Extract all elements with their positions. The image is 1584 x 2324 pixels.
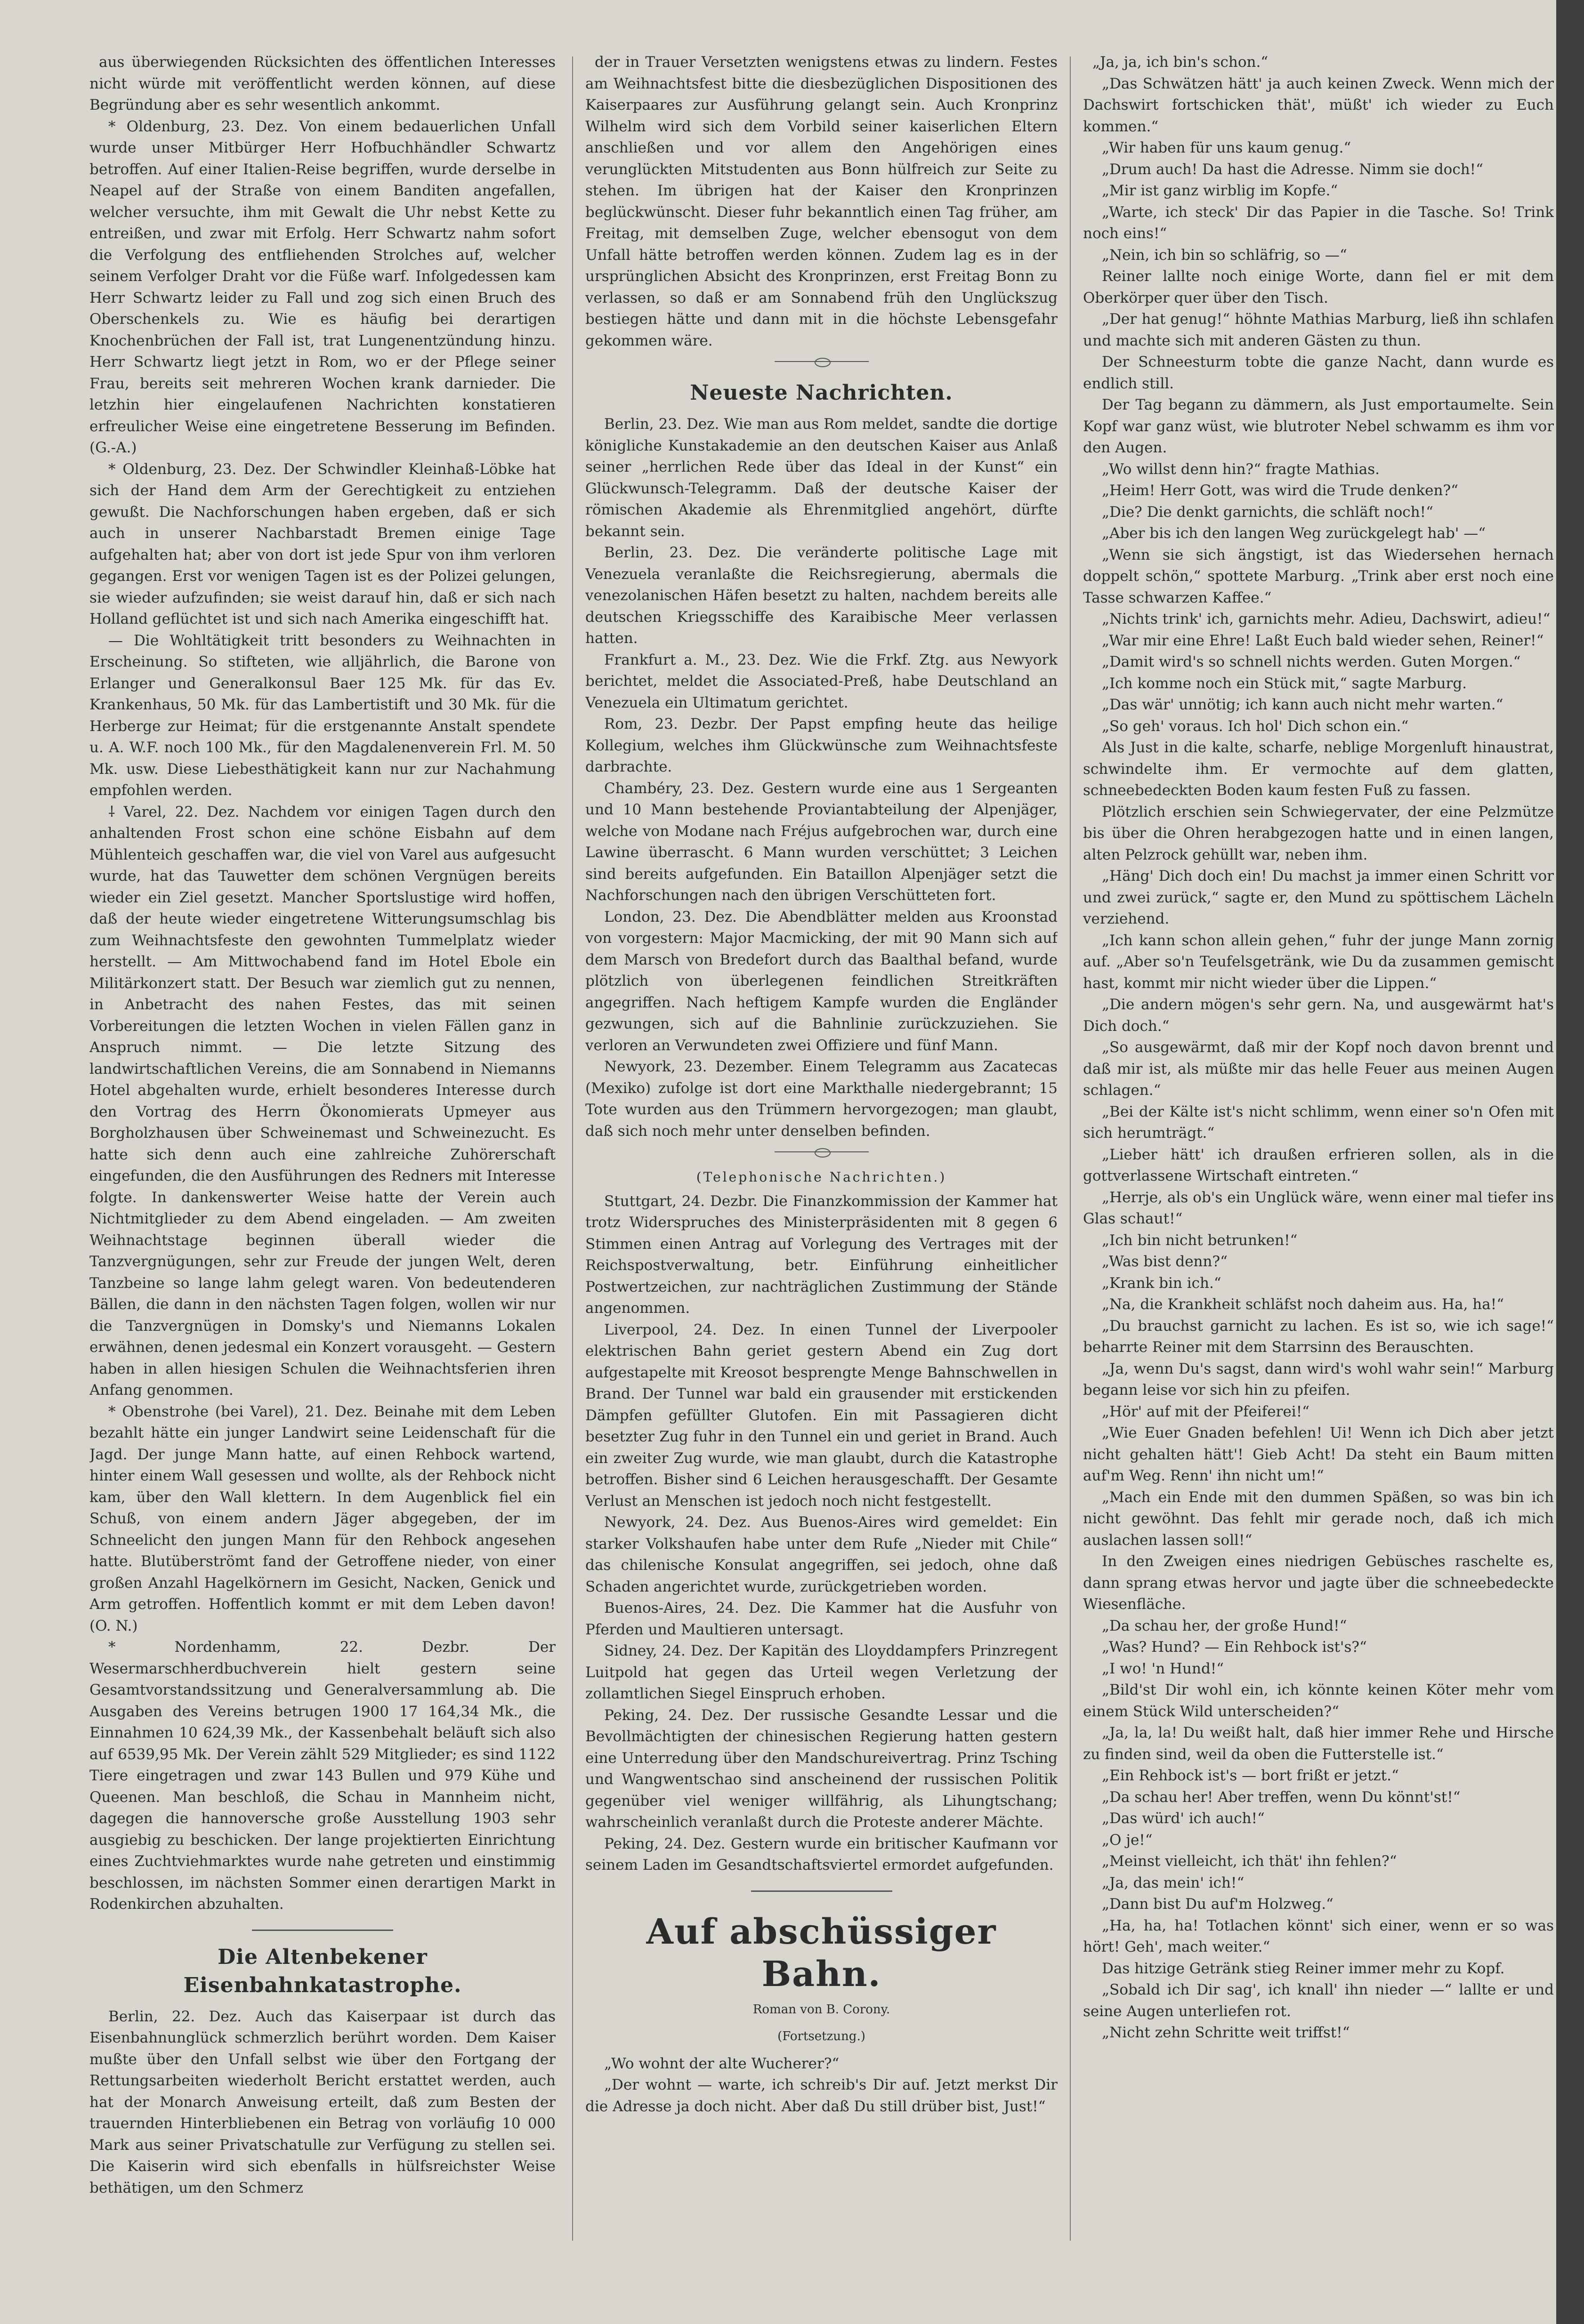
novel-paragraph: „Wir haben für uns kaum genug.“ <box>1102 139 1351 156</box>
novel-paragraph: „Wie Euer Gnaden befehlen! Ui! Wenn ich Dich aber jetzt nicht gehalten hätt'! Gieb Acht! Da steht ein Baum mitten auf'm Weg. Renn' ihn nicht um!“ <box>1083 1424 1554 1484</box>
novel-paragraph: „I wo! 'n Hund!“ <box>1102 1660 1224 1677</box>
novel-paragraph: Plötzlich erschien sein Schwiegervater, der eine Pelzmütze bis über die Ohren herabgezogen hatte und in einen langen, alten Pelzrock gehüllt war, neben ihm. <box>1083 803 1554 863</box>
novel-paragraph: „Hör' auf mit der Pfeiferei!“ <box>1102 1403 1310 1420</box>
novel-paragraph: „Ja, la, la! Du weißt halt, daß hier immer Rehe und Hirsche zu finden sind, weil da oben die Futterstelle ist.“ <box>1083 1724 1554 1763</box>
column-right <box>1083 52 1554 2264</box>
novel-title: Auf abschüssiger Bahn. <box>646 1911 997 1994</box>
news-item: Berlin, 23. Dez. Die veränderte politische Lage mit Venezuela veranlaßte die Reichsregierung, abermals die venezolanischen Häfen besetzt zu halten, nachdem bereits alle deutschen Kriegsschiffe des Karaibische Meer verlassen hatten. <box>585 544 1058 647</box>
novel-paragraph: „Bild'st Dir wohl ein, ich könnte keinen Köter mehr vom einem Stück Wild unterscheiden?“ <box>1083 1681 1554 1720</box>
novel-paragraph: „O je!“ <box>1102 1831 1153 1849</box>
news-item: Peking, 24. Dez. Gestern wurde ein britischer Kaufmann vor seinem Laden im Gesandtschaftsviertel ermordet aufgefunden. <box>585 1835 1058 1874</box>
novel-paragraph: „So geh' voraus. Ich hol' Dich schon ein.“ <box>1102 717 1409 735</box>
novel-paragraph: „Ja, das mein' ich!“ <box>1102 1874 1245 1891</box>
novel-continuation: (Fortsetzung.) <box>777 2029 865 2043</box>
novel-paragraph: „Ja, ja, ich bin's schon.“ <box>1092 54 1269 71</box>
article-paragraph: Berlin, 22. Dez. Auch das Kaiserpaar ist durch das Eisenbahnunglück schmerzlich berührt worden. Dem Kaiser mußte über den Unfall selbst wie über den Fortgang der Rettungsarbeiten wiederholt Bericht erstattet werden, auch hat der Monarch Anweisung erteilt, daß zum Besten der trauernden Hinterbliebenen ein Betrag von vorläufig 10 000 Mark aus seiner Privatschatulle zur Verfügung zu stellen sei. Die Kaiserin wird sich ebenfalls in hülfsreichster Weise bethätigen, um den Schmerz <box>89 2008 556 2196</box>
novel-paragraph: „Das wär' unnötig; ich kann auch nicht mehr warten.“ <box>1102 696 1503 713</box>
column-divider <box>1070 56 1071 2241</box>
novel-paragraph: „Na, die Krankheit schläfst noch daheim aus. Ha, ha!“ <box>1102 1296 1504 1313</box>
novel-paragraph: „Bei der Kälte ist's nicht schlimm, wenn einer so'n Ofen mit sich herumträgt.“ <box>1083 1103 1554 1142</box>
section-rule <box>252 1930 393 1931</box>
novel-paragraph: „Das würd' ich auch!“ <box>1102 1810 1265 1827</box>
novel-paragraph: Das hitzige Getränk stieg Reiner immer mehr zu Kopf. <box>1102 1960 1505 1977</box>
novel-paragraph: „Wenn sie sich ängstigt, ist das Wiedersehen hernach doppelt schön,“ spottete Marburg. „Trink aber erst noch eine Tasse schwarzen Kaffee.“ <box>1083 546 1554 606</box>
novel-paragraph: „Mir ist ganz wirblig im Kopfe.“ <box>1102 182 1338 199</box>
novel-paragraph: „Warte, ich steck' Dir das Papier in die Tasche. So! Trink noch eins!“ <box>1083 203 1554 242</box>
news-item: Newyork, 24. Dez. Aus Buenos-Aires wird gemeldet: Ein starker Volkshaufen habe unter dem Rufe „Nieder mit Chile“ das chilenische Konsulat angegriffen, sei jedoch, ohne daß Schaden angerichtet wurde, zurückgetrieben worden. <box>585 1514 1058 1595</box>
novel-paragraph: „Was bist denn?“ <box>1102 1253 1228 1270</box>
novel-paragraph: „Die andern mögen's sehr gern. Na, und ausgewärmt hat's Dich doch.“ <box>1083 996 1554 1035</box>
novel-paragraph: „Nein, ich bin so schläfrig, so —“ <box>1102 246 1347 264</box>
novel-paragraph: „Wo willst denn hin?“ fragte Mathias. <box>1102 460 1380 478</box>
news-item: Chambéry, 23. Dez. Gestern wurde eine aus 1 Sergeanten und 10 Mann bestehende Proviantabteilung der Alpenjäger, welche von Modane nach Fréjus aufgebrochen war, durch eine Lawine überrascht. 6 Mann wurden verschüttet; 3 Leichen sind bereits aufgefunden. Ein Bataillon Alpenjäger setzt die Nachforschungen nach den übrigen Verschütteten fort. <box>585 780 1058 904</box>
novel-paragraph: „Krank bin ich.“ <box>1102 1274 1221 1292</box>
article-paragraph: * Obenstrohe (bei Varel), 21. Dez. Beinahe mit dem Leben bezahlt hätte ein junger Landwirt seine Leidenschaft für die Jagd. Der junge Mann hatte, auf einen Rehbock wartend, hinter einem Wall gesessen und wollte, als der Rehbock nicht kam, über den Wall klettern. In dem Augenblick fiel ein Schuß, von einem andern Jäger abgegeben, der im Schneelicht den jungen Mann für den Rehbock angesehen hatte. Blutüberströmt fand der Getroffene nieder, von einer großen Anzahl Hagelkörnern im Gesicht, Nacken, Genick und Arm getroffen. Hoffentlich kommt er mit dem Leben davon! (O. N.) <box>89 1403 556 1634</box>
article-paragraph: aus überwiegenden Rücksichten des öffentlichen Interesses nicht würde mit veröffentlicht werden können, auf diese Begründung aber es sehr wesentlich ankommt. <box>89 54 556 113</box>
novel-paragraph: „Nicht zehn Schritte weit triffst!“ <box>1102 2024 1350 2041</box>
novel-paragraph: „Drum auch! Da hast die Adresse. Nimm sie doch!“ <box>1102 161 1483 178</box>
novel-paragraph: „Der hat genug!“ höhnte Mathias Marburg, ließ ihn schlafen und machte sich mit anderen Gästen zu thun. <box>1083 311 1554 349</box>
ornament-divider <box>775 356 869 367</box>
section-heading-railway: Die Altenbekener Eisenbahnkatastrophe. <box>183 1945 462 1997</box>
novel-paragraph: „Ich kann schon allein gehen,“ fuhr der junge Mann zornig auf. „Aber so'n Teufelsgetränk, wie Du da zusammen gemischt hast, kommt mir nicht wieder über die Lippen.“ <box>1083 932 1554 992</box>
novel-paragraph: „Ja, wenn Du's sagst, dann wird's wohl wahr sein!“ Marburg begann leise vor sich hin zu pfeifen. <box>1083 1360 1554 1399</box>
novel-paragraph: „Da schau her, der große Hund!“ <box>1102 1617 1347 1634</box>
article-paragraph: ⸸ Varel, 22. Dez. Nachdem vor einigen Tagen durch den anhaltenden Frost schon eine schöne Eisbahn auf dem Mühlenteich geschaffen war, die viel von Varel aus aufgesucht wurde, hat das Tauwetter dem schönen Vergnügen bereits wieder ein Ziel gesetzt. Mancher Sportslustige wird hoffen, daß der heute wieder eingetretene Witterungsumschlag bis zum Weihnachtsfeste den gewohnten Tummelplatz wieder herstellt. — Am Mittwochabend fand im Hotel Ebole ein Militärkonzert statt. Der Besuch war ziemlich gut zu nennen, in Anbetracht des nahen Festes, das mit seinen Vorbereitungen die letzten Wochen in vielen Fällen ganz in Anspruch nimmt. — Die letzte Sitzung des landwirtschaftlichen Vereins, die am Sonnabend in Niemanns Hotel abgehalten wurde, erhielt besonderes Interesse durch den Vortrag des Herrn Ökonomierats Upmeyer aus Borgholzhausen über Schweinemast und Schweinezucht. Es hatte sich denn auch eine zahlreiche Zuhörerschaft eingefunden, die den Ausführungen des Redners mit Interesse folgte. In dankenswerter Weise hatte der Verein auch Nichtmitglieder zu dem Abend eingeladen. — Am zweiten Weihnachtstage beginnen überall wieder die Tanzvergnügungen, sehr zur Freude der jungen Welt, deren Tanzbeine so lange lahm gelegt waren. Von bedeutenderen Bällen, die dann in den nächsten Tagen folgen, wollen wir nur die Tanzvergnügen in Domsky's und Niemanns Lokalen erwähnen, denen jedesmal ein Konzert vorausgeht. — Gestern haben in allen hiesigen Schulen die Weihnachtsferien ihren Anfang genommen. <box>89 803 556 1399</box>
novel-paragraph: „Damit wird's so schnell nichts werden. Guten Morgen.“ <box>1102 653 1521 670</box>
novel-paragraph: Der Schneesturm tobte die ganze Nacht, dann wurde es endlich still. <box>1083 354 1554 392</box>
novel-paragraph: „Dann bist Du auf'm Holzweg.“ <box>1102 1896 1333 1913</box>
novel-paragraph: „Herrje, als ob's ein Unglück wäre, wenn einer mal tiefer ins Glas schaut!“ <box>1083 1189 1554 1227</box>
novel-paragraph: „Ich bin nicht betrunken!“ <box>1102 1231 1298 1249</box>
article-paragraph: * Oldenburg, 23. Dez. Von einem bedauerlichen Unfall wurde unser Mitbürger Herr Hofbuchhändler Schwartz betroffen. Auf einer Italien-Reise begriffen, wurde derselbe in Neapel auf der Straße von einem Banditen angefallen, welcher versuchte, ihm mit Gewalt die Uhr nebst Kette zu entreißen, und zwar mit Erfolg. Herr Schwartz nahm sofort die Verfolgung des entfliehenden Strolches auf, welcher seinem Verfolger Draht vor die Füße warf. Infolgedessen kam Herr Schwartz leider zu Fall und zog sich einen Bruch des Oberschenkels zu. Wie es häufig bei derartigen Knochenbrüchen der Fall ist, trat Lungenentzündung hinzu. Herr Schwartz liegt jetzt in Rom, wo er der Pflege seiner Frau, bereits seit mehreren Wochen krank darnieder. Die letzhin hier eingelaufenen Nachrichten konstatieren erfreulicher Weise eine eingetretene Besserung im Befinden. (G.-A.) <box>89 118 556 456</box>
news-item: Stuttgart, 24. Dezbr. Die Finanzkommission der Kammer hat trotz Widerspruches des Ministerpräsidenten mit 8 gegen 6 Stimmen einen Antrag auf Vorlegung des Vertrages mit der Reichspostverwaltung, betr. Einführung einheitlicher Postwertzeichen, zur nachträglichen Zustimmung der Stände angenommen. <box>585 1192 1058 1317</box>
novel-paragraph: „Du brauchst garnicht zu lachen. Es ist so, wie ich sage!“ beharrte Reiner mit dem Starrsinn des Berauschten. <box>1083 1317 1554 1356</box>
novel-paragraph: In den Zweigen eines niedrigen Gebüsches raschelte es, dann sprang etwas hervor und jagte über die schneebedeckte Wiesenfläche. <box>1083 1553 1554 1613</box>
novel-paragraph: „Häng' Dich doch ein! Du machst ja immer einen Schritt vor und zwei zurück,“ sagte er, den Mund zu spöttischem Lächeln verziehend. <box>1083 868 1554 927</box>
novel-paragraph: „Die? Die denkt garnichts, die schläft noch!“ <box>1102 503 1433 521</box>
news-item: Liverpool, 24. Dez. In einen Tunnel der Liverpooler elektrischen Bahn geriet gestern Abend ein Zug dort aufgestapelte mit Kreosot besprengte Menge Bahnschwellen in Brand. Der Tunnel war bald ein grausender mit erstickenden Dämpfen gefüllter Glutofen. Ein mit Passagieren dicht besetzter Zug fuhr in den Tunnel ein und geriet in Brand. Auch ein zweiter Zug wurde, wie man glaubt, durch die Katastrophe betroffen. Bisher sind 6 Leichen herausgeschafft. Der Gesamte Verlust an Menschen ist jedoch noch nicht festgestellt. <box>585 1321 1058 1510</box>
novel-paragraph: „Heim! Herr Gott, was wird die Trude denken?“ <box>1102 482 1458 499</box>
news-item: Rom, 23. Dezbr. Der Papst empfing heute das heilige Kollegium, welches ihm Glückwünsche zum Weihnachtsfeste darbrachte. <box>585 716 1058 775</box>
article-paragraph: — Die Wohltätigkeit tritt besonders zu Weihnachten in Erscheinung. So stifteten, wie alljährlich, die Barone von Erlanger und Generalkonsul Baer 125 Mk. für das Ev. Krankenhaus, 50 Mk. für das Lambertistift und 30 Mk. für die Herberge zur Heimat; für die erstgenannte Anstalt spendete u. A. W.F. noch 100 Mk., für den Magdalenenverein Frl. M. 50 Mk. usw. Diese Liebesthätigkeit kann nur zur Nachahmung empfohlen werden. <box>89 632 556 799</box>
novel-paragraph: „Das Schwätzen hätt' ja auch keinen Zweck. Wenn mich der Dachswirt fortschicken thät', müßt' ich wieder zu Euch kommen.“ <box>1083 75 1554 135</box>
novel-paragraph: „Ha, ha, ha! Totlachen könnt' sich einer, wenn er so was hört! Geh', mach weiter.“ <box>1083 1917 1554 1955</box>
novel-paragraph: „Nichts trink' ich, garnichts mehr. Adieu, Dachswirt, adieu!“ <box>1102 611 1551 627</box>
telephone-news-heading: (Telephonische Nachrichten.) <box>696 1169 947 1185</box>
news-item: Frankfurt a. M., 23. Dez. Wie die Frkf. Ztg. aus Newyork berichtet, meldet die Associated-Preß, habe Deutschland an Venezuela ein Ultimatum gerichtet. <box>585 651 1058 711</box>
news-item: Sidney, 24. Dez. Der Kapitän des Lloyddampfers Prinzregent Luitpold hat gegen das Urteil wegen Verletzung der zollamtlichen Siegel Einspruch erhoben. <box>585 1642 1058 1702</box>
novel-paragraph: „Was? Hund? — Ein Rehbock ist's?“ <box>1102 1639 1367 1656</box>
novel-paragraph: „Wo wohnt der alte Wucherer?“ <box>604 2055 840 2072</box>
news-item: Newyork, 23. Dezember. Einem Telegramm aus Zacatecas (Mexiko) zufolge ist dort eine Markthalle niedergebrannt; 15 Tote wurden aus den Trümmern hervorgezogen; man glaubt, daß sich noch mehr unter denselben befinden. <box>585 1058 1058 1140</box>
novel-paragraph: „So ausgewärmt, daß mir der Kopf noch davon brennt und daß mir ist, als müßte mir das helle Feuer aus meinen Augen schlagen.“ <box>1083 1039 1554 1099</box>
novel-paragraph: Als Just in die kalte, scharfe, neblige Morgenluft hinaustrat, schwindelte ihm. Er vermochte auf dem glatten, schneebedeckten Boden kaum festen Fuß zu fassen. <box>1083 739 1554 799</box>
novel-paragraph: „Da schau her! Aber treffen, wenn Du könnt'st!“ <box>1102 1788 1461 1806</box>
article-paragraph: * Oldenburg, 23. Dez. Der Schwindler Kleinhaß-Löbke hat sich der Hand dem Arm der Gerechtigkeit zu entziehen gewußt. Die Nachforschungen haben ergeben, daß er sich auch in unserer Nachbarstadt Bremen einige Tage aufgehalten hat; aber von dort ist jede Spur von ihm verloren gegangen. Erst vor wenigen Tagen ist es der Polizei gelungen, sie wieder aufzufinden; sie weist darauf hin, daß er sich nach Holland geflüchtet ist und sich nach Amerika eingeschifft hat. <box>89 460 556 627</box>
news-item: Buenos-Aires, 24. Dez. Die Kammer hat die Ausfuhr von Pferden und Maultieren untersagt. <box>585 1600 1058 1638</box>
news-item: Berlin, 23. Dez. Wie man aus Rom meldet, sandte die dortige königliche Kunstakademie an den deutschen Kaiser aus Anlaß seiner „herrlichen Rede über das Ideal in der Kunst“ ein Glückwunsch-Telegramm. Daß der deutsche Kaiser der römischen Akademie als Ehrenmitglied angehört, dürfte bekannt sein. <box>585 416 1058 540</box>
scan-edge <box>1556 0 1584 2324</box>
novel-author: Roman von B. Corony. <box>752 2002 890 2017</box>
novel-paragraph: „Ich komme noch ein Stück mit,“ sagte Marburg. <box>1102 675 1467 692</box>
novel-paragraph: „Der wohnt — warte, ich schreib's Dir auf. Jetzt merkst Dir die Adresse ja doch nicht. Aber daß Du still drüber bist, Just!“ <box>585 2076 1058 2115</box>
novel-paragraph: „Aber bis ich den langen Weg zurückgelegt hab' —“ <box>1102 525 1486 542</box>
novel-paragraph: Der Tag begann zu dämmern, als Just emportaumelte. Sein Kopf war ganz wüst, wie blutroter Nebel schwamm es ihm vor den Augen. <box>1083 396 1554 456</box>
column-divider <box>572 56 573 2241</box>
novel-paragraph: „Lieber hätt' ich draußen erfrieren sollen, als in die gottverlassene Wirtschaft eintreten.“ <box>1083 1146 1554 1184</box>
novel-paragraph: „War mir eine Ehre! Laßt Euch bald wieder sehen, Reiner!“ <box>1102 632 1544 649</box>
novel-paragraph: „Sobald ich Dir sag', ich knall' ihn nieder —“ lallte er und seine Augen unterliefen rot. <box>1083 1981 1554 2020</box>
novel-paragraph: „Mach ein Ende mit den dummen Späßen, so was bin ich nicht gewöhnt. Das fehlt mir gerade noch, daß ich mich auslachen lassen soll!“ <box>1083 1488 1554 1549</box>
article-paragraph: der in Trauer Versetzten wenigstens etwas zu lindern. Festes am Weihnachtsfest bitte die diesbezüglichen Dispositionen des Kaiserpaares zur Ausführung gelangt sein. Auch Kronprinz Wilhelm wird sich dem Vorbild seiner kaiserlichen Eltern anschließen und vor allem den Angehörigen eines verunglückten Mitstudenten aus Bonn hülfreich zur Seite zu stehen. Im übrigen hat der Kaiser den Kronprinzen beglückwünscht. Dieser fuhr bekanntlich einen Tag früher, am Freitag, mit demselben Zuge, welcher ebensogut von dem Unfall hätte betroffen werden können. Zudem lag es in der ursprünglichen Absicht des Kronprinzen, erst Freitag Bonn zu verlassen, so daß er am Sonnabend früh den Unglückszug bestiegen hätte und dann mit in die höchste Lebensgefahr gekommen wäre. <box>585 54 1058 349</box>
novel-paragraph: „Ein Rehbock ist's — bort frißt er jetzt.“ <box>1102 1767 1399 1784</box>
ornament-divider <box>775 1147 869 1157</box>
news-item: London, 23. Dez. Die Abendblätter melden aus Kroonstad von vorgestern: Major Macmicking, der mit 90 Mann sich auf dem Marsch von Bredefort durch das Baalthal befand, wurde plötzlich von überlegenen feindlichen Streitkräften angegriffen. Nach heftigem Kampfe wurden die Engländer gezwungen, sich auf die Bahnlinie zurückzuziehen. Sie verloren an Verwundeten zwei Offiziere und fünf Mann. <box>585 908 1058 1054</box>
news-item: Peking, 24. Dez. Der russische Gesandte Lessar und die Bevollmächtigten der chinesischen Regierung hatten gestern eine Unterredung über den Mandschureivertrag. Prinz Tsching und Wangwentschao sind anscheinend der russischen Politik gegenüber viel weniger willfährig, als Lihungtschang; wahrscheinlich veranlaßt durch die Proteste anderer Mächte. <box>585 1706 1058 1831</box>
novel-paragraph: „Meinst vielleicht, ich thät' ihn fehlen?“ <box>1102 1853 1397 1870</box>
section-heading-news: Neueste Nachrichten. <box>690 381 953 405</box>
section-rule <box>751 1890 892 1892</box>
column-middle <box>585 52 1058 2264</box>
column-left <box>89 52 556 2264</box>
article-paragraph: * Nordenhamm, 22. Dezbr. Der Wesermarschherdbuchverein hielt gestern seine Gesamtvorstandssitzung und Generalversammlung ab. Die Ausgaben des Vereins betrugen 1900 17 164,34 Mk., die Einnahmen 10 624,39 Mk., der Kassenbehalt beläuft sich also auf 6539,95 Mk. Der Verein zählt 529 Mitglieder; es sind 1122 Tiere eingetragen und zwar 143 Bullen und 979 Kühe und Queenen. Man beschloß, die Schau in Mannheim nicht, dagegen die hannoversche große Ausstellung 1903 sehr ausgiebig zu beschicken. Der lange projektierten Einrichtung eines Zuchtviehmarktes wurde nahe getreten und einstimmig beschlossen, im nächsten Sommer einen derartigen Markt in Rodenkirchen abzuhalten. <box>89 1639 556 1913</box>
novel-paragraph: Reiner lallte noch einige Worte, dann fiel er mit dem Oberkörper quer über den Tisch. <box>1083 268 1554 306</box>
